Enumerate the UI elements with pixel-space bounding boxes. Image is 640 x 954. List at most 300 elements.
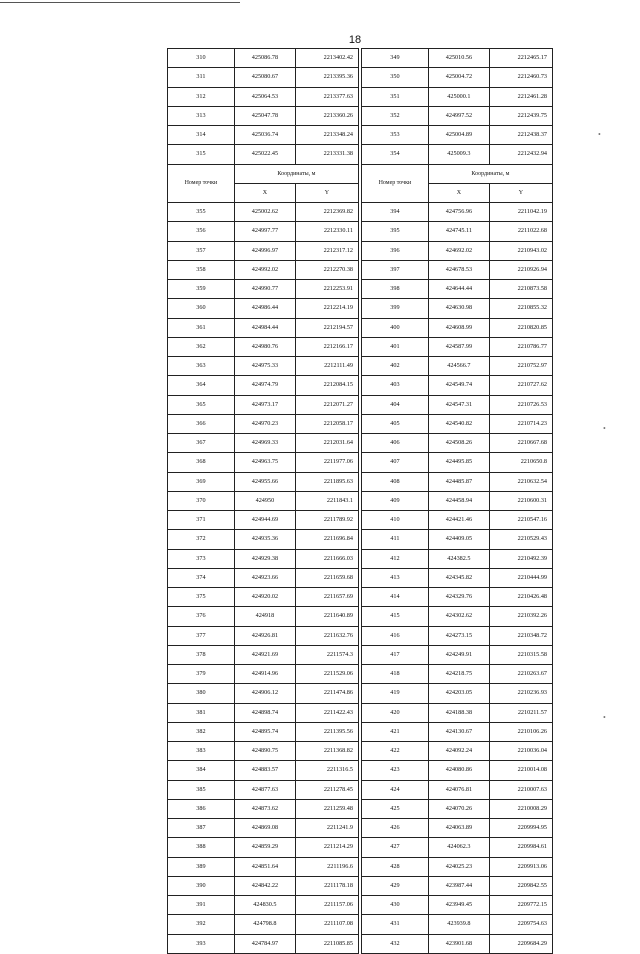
point-number-cell: 379 xyxy=(168,665,235,684)
table-row xyxy=(168,761,359,780)
point-number-cell: 369 xyxy=(168,472,235,491)
y-coordinate-cell: 2212438.37 xyxy=(489,126,552,145)
table-row xyxy=(168,241,359,260)
y-coordinate-cell: 2210426.48 xyxy=(489,588,552,607)
table-row xyxy=(168,280,359,299)
point-number-cell: 371 xyxy=(168,511,235,530)
y-coordinate-cell: 2211085.85 xyxy=(295,934,358,953)
x-coordinate-cell: 424092.24 xyxy=(428,742,489,761)
y-coordinate-cell: 2210492.39 xyxy=(489,549,552,568)
x-coordinate-cell: 425022.45 xyxy=(234,145,295,164)
point-number-cell: 375 xyxy=(168,588,235,607)
x-coordinate-cell: 424540.82 xyxy=(428,414,489,433)
x-coordinate-cell: 424409.05 xyxy=(428,530,489,549)
table-row xyxy=(168,607,359,626)
coordinates-table-right-body xyxy=(362,49,553,954)
table-row xyxy=(168,299,359,318)
point-number-cell: 401 xyxy=(362,337,429,356)
point-number-cell: 353 xyxy=(362,126,429,145)
point-number-cell: 351 xyxy=(362,87,429,106)
y-coordinate-cell: 2212071.27 xyxy=(295,395,358,414)
table-row xyxy=(362,434,553,453)
x-coordinate-cell: 424025.23 xyxy=(428,857,489,876)
point-number-cell: 382 xyxy=(168,722,235,741)
point-number-cell: 311 xyxy=(168,68,235,87)
x-header: X xyxy=(428,183,489,202)
y-coordinate-cell: 2212214.19 xyxy=(295,299,358,318)
table-row xyxy=(362,684,553,703)
table-row xyxy=(168,414,359,433)
point-number-cell: 432 xyxy=(362,934,429,953)
x-coordinate-cell: 424883.57 xyxy=(234,761,295,780)
y-coordinate-cell: 2211395.56 xyxy=(295,722,358,741)
y-coordinate-cell: 2211632.76 xyxy=(295,626,358,645)
x-coordinate-cell: 424974.79 xyxy=(234,376,295,395)
y-coordinate-cell: 2211474.86 xyxy=(295,684,358,703)
point-number-cell: 417 xyxy=(362,645,429,664)
x-coordinate-cell: 424692.02 xyxy=(428,241,489,260)
x-coordinate-cell: 424963.75 xyxy=(234,453,295,472)
point-number-cell: 388 xyxy=(168,838,235,857)
x-coordinate-cell: 424830.5 xyxy=(234,896,295,915)
coordinates-header: Координаты, м xyxy=(428,164,552,183)
scan-mark: • xyxy=(598,130,601,139)
x-coordinate-cell: 424890.75 xyxy=(234,742,295,761)
table-row xyxy=(168,799,359,818)
y-coordinate-cell: 2209842.55 xyxy=(489,876,552,895)
x-coordinate-cell: 424630.98 xyxy=(428,299,489,318)
table-row xyxy=(168,703,359,722)
y-coordinate-cell: 2212194.57 xyxy=(295,318,358,337)
y-header: Y xyxy=(295,183,358,202)
y-coordinate-cell: 2210529.43 xyxy=(489,530,552,549)
y-coordinate-cell: 2212330.11 xyxy=(295,222,358,241)
table-row xyxy=(168,530,359,549)
table-row xyxy=(362,896,553,915)
table-row xyxy=(168,318,359,337)
y-coordinate-cell: 2211278.45 xyxy=(295,780,358,799)
x-coordinate-cell: 424851.64 xyxy=(234,857,295,876)
point-number-cell: 416 xyxy=(362,626,429,645)
table-row xyxy=(362,799,553,818)
table-row xyxy=(168,106,359,125)
y-coordinate-cell: 2209994.95 xyxy=(489,819,552,838)
point-number-cell: 386 xyxy=(168,799,235,818)
x-coordinate-cell: 424188.38 xyxy=(428,703,489,722)
y-coordinate-cell: 2210667.68 xyxy=(489,434,552,453)
x-coordinate-cell: 424980.76 xyxy=(234,337,295,356)
y-coordinate-cell: 2211843.1 xyxy=(295,491,358,510)
y-coordinate-cell: 2212031.64 xyxy=(295,434,358,453)
point-number-cell: 383 xyxy=(168,742,235,761)
table-row xyxy=(168,87,359,106)
y-coordinate-cell: 2211241.9 xyxy=(295,819,358,838)
y-coordinate-cell: 2211659.68 xyxy=(295,568,358,587)
point-number-header: Номер точки xyxy=(168,164,235,203)
x-coordinate-cell: 424421.46 xyxy=(428,511,489,530)
table-row xyxy=(362,819,553,838)
point-number-cell: 422 xyxy=(362,742,429,761)
point-number-cell: 312 xyxy=(168,87,235,106)
point-number-cell: 390 xyxy=(168,876,235,895)
table-row xyxy=(362,203,553,222)
point-number-cell: 368 xyxy=(168,453,235,472)
table-row xyxy=(362,568,553,587)
x-coordinate-cell: 424969.33 xyxy=(234,434,295,453)
point-number-cell: 419 xyxy=(362,684,429,703)
table-row xyxy=(168,876,359,895)
table-row xyxy=(362,145,553,164)
point-number-cell: 366 xyxy=(168,414,235,433)
x-coordinate-cell: 424566.7 xyxy=(428,357,489,376)
table-row xyxy=(362,472,553,491)
x-header: X xyxy=(234,183,295,202)
x-coordinate-cell: 424076.81 xyxy=(428,780,489,799)
point-number-cell: 413 xyxy=(362,568,429,587)
x-coordinate-cell: 424996.97 xyxy=(234,241,295,260)
x-coordinate-cell: 424935.36 xyxy=(234,530,295,549)
point-number-cell: 397 xyxy=(362,260,429,279)
point-number-cell: 427 xyxy=(362,838,429,857)
coordinates-table-right xyxy=(361,48,553,954)
y-coordinate-cell: 2211259.48 xyxy=(295,799,358,818)
point-number-cell: 429 xyxy=(362,876,429,895)
table-row xyxy=(168,780,359,799)
point-number-cell: 373 xyxy=(168,549,235,568)
x-coordinate-cell: 424062.3 xyxy=(428,838,489,857)
point-number-cell: 408 xyxy=(362,472,429,491)
y-coordinate-cell: 2210263.67 xyxy=(489,665,552,684)
y-coordinate-cell: 2210106.26 xyxy=(489,722,552,741)
y-coordinate-cell: 2210007.63 xyxy=(489,780,552,799)
y-coordinate-cell: 2210444.99 xyxy=(489,568,552,587)
x-coordinate-cell: 424218.75 xyxy=(428,665,489,684)
point-number-cell: 399 xyxy=(362,299,429,318)
point-number-cell: 398 xyxy=(362,280,429,299)
y-coordinate-cell: 2212461.28 xyxy=(489,87,552,106)
table-row xyxy=(362,645,553,664)
table-row xyxy=(362,453,553,472)
y-coordinate-cell: 2212058.17 xyxy=(295,414,358,433)
table-row xyxy=(168,472,359,491)
point-number-cell: 421 xyxy=(362,722,429,741)
y-coordinate-cell: 2210943.02 xyxy=(489,241,552,260)
point-number-cell: 365 xyxy=(168,395,235,414)
table-row xyxy=(362,665,553,684)
table-row xyxy=(168,203,359,222)
x-coordinate-cell: 424273.15 xyxy=(428,626,489,645)
x-coordinate-cell: 424923.66 xyxy=(234,568,295,587)
table-row xyxy=(362,395,553,414)
x-coordinate-cell: 424944.69 xyxy=(234,511,295,530)
y-coordinate-cell: 2211666.03 xyxy=(295,549,358,568)
point-number-cell: 315 xyxy=(168,145,235,164)
table-row xyxy=(168,357,359,376)
y-coordinate-cell: 2210855.32 xyxy=(489,299,552,318)
x-coordinate-cell: 424508.26 xyxy=(428,434,489,453)
table-row xyxy=(168,722,359,741)
table-row xyxy=(168,68,359,87)
table-row xyxy=(362,241,553,260)
coordinates-table-left-body xyxy=(168,49,359,954)
x-coordinate-cell: 424898.74 xyxy=(234,703,295,722)
y-coordinate-cell: 2212369.82 xyxy=(295,203,358,222)
table-row xyxy=(362,742,553,761)
y-coordinate-cell: 2211022.68 xyxy=(489,222,552,241)
point-number-cell: 404 xyxy=(362,395,429,414)
y-coordinate-cell: 2210752.97 xyxy=(489,357,552,376)
x-coordinate-cell: 425000.1 xyxy=(428,87,489,106)
y-header: Y xyxy=(489,183,552,202)
point-number-cell: 393 xyxy=(168,934,235,953)
y-coordinate-cell: 2209913.06 xyxy=(489,857,552,876)
x-coordinate-cell: 424970.23 xyxy=(234,414,295,433)
y-coordinate-cell: 2210786.77 xyxy=(489,337,552,356)
point-number-cell: 364 xyxy=(168,376,235,395)
x-coordinate-cell: 424984.44 xyxy=(234,318,295,337)
x-coordinate-cell: 424678.53 xyxy=(428,260,489,279)
table-row xyxy=(362,376,553,395)
y-coordinate-cell: 2211178.18 xyxy=(295,876,358,895)
x-coordinate-cell: 424587.99 xyxy=(428,337,489,356)
point-number-cell: 310 xyxy=(168,49,235,68)
y-coordinate-cell: 2210727.62 xyxy=(489,376,552,395)
x-coordinate-cell: 424997.52 xyxy=(428,106,489,125)
point-number-cell: 414 xyxy=(362,588,429,607)
table-row xyxy=(168,588,359,607)
table-row xyxy=(362,780,553,799)
point-number-cell: 354 xyxy=(362,145,429,164)
x-coordinate-cell: 424756.96 xyxy=(428,203,489,222)
y-coordinate-cell: 2209754.63 xyxy=(489,915,552,934)
y-coordinate-cell: 2210726.53 xyxy=(489,395,552,414)
point-number-cell: 420 xyxy=(362,703,429,722)
point-number-cell: 313 xyxy=(168,106,235,125)
x-coordinate-cell: 424329.76 xyxy=(428,588,489,607)
x-coordinate-cell: 424784.97 xyxy=(234,934,295,953)
point-number-cell: 409 xyxy=(362,491,429,510)
point-number-cell: 430 xyxy=(362,896,429,915)
table-row xyxy=(168,915,359,934)
table-row xyxy=(168,549,359,568)
point-number-cell: 395 xyxy=(362,222,429,241)
y-coordinate-cell: 2213331.38 xyxy=(295,145,358,164)
x-coordinate-cell: 424926.81 xyxy=(234,626,295,645)
y-coordinate-cell: 2210348.72 xyxy=(489,626,552,645)
x-coordinate-cell: 424203.05 xyxy=(428,684,489,703)
point-number-cell: 362 xyxy=(168,337,235,356)
y-coordinate-cell: 2211316.5 xyxy=(295,761,358,780)
page-number: 18 xyxy=(348,34,362,46)
y-coordinate-cell: 2210392.26 xyxy=(489,607,552,626)
x-coordinate-cell: 424302.62 xyxy=(428,607,489,626)
table-row xyxy=(362,761,553,780)
x-coordinate-cell: 424842.22 xyxy=(234,876,295,895)
x-coordinate-cell: 424859.29 xyxy=(234,838,295,857)
y-coordinate-cell: 2213360.26 xyxy=(295,106,358,125)
table-row xyxy=(362,87,553,106)
y-coordinate-cell: 2211696.84 xyxy=(295,530,358,549)
table-row xyxy=(168,626,359,645)
point-number-cell: 370 xyxy=(168,491,235,510)
x-coordinate-cell: 425080.67 xyxy=(234,68,295,87)
table-row xyxy=(362,280,553,299)
x-coordinate-cell: 425004.72 xyxy=(428,68,489,87)
x-coordinate-cell: 424495.85 xyxy=(428,453,489,472)
table-row xyxy=(168,665,359,684)
table-row xyxy=(362,337,553,356)
table-row xyxy=(168,838,359,857)
point-number-cell: 426 xyxy=(362,819,429,838)
table-row xyxy=(362,414,553,433)
y-coordinate-cell: 2213395.36 xyxy=(295,68,358,87)
table-row xyxy=(168,434,359,453)
table-row xyxy=(362,126,553,145)
y-coordinate-cell: 2210211.57 xyxy=(489,703,552,722)
table-row xyxy=(362,857,553,876)
y-coordinate-cell: 2212166.17 xyxy=(295,337,358,356)
point-number-cell: 367 xyxy=(168,434,235,453)
point-number-cell: 372 xyxy=(168,530,235,549)
table-row xyxy=(362,68,553,87)
x-coordinate-cell: 425047.78 xyxy=(234,106,295,125)
point-number-cell: 389 xyxy=(168,857,235,876)
x-coordinate-cell: 424950 xyxy=(234,491,295,510)
x-coordinate-cell: 424918 xyxy=(234,607,295,626)
table-row xyxy=(362,915,553,934)
x-coordinate-cell: 425064.53 xyxy=(234,87,295,106)
table-row xyxy=(168,684,359,703)
x-coordinate-cell: 425010.56 xyxy=(428,49,489,68)
y-coordinate-cell: 2211657.69 xyxy=(295,588,358,607)
header-row xyxy=(362,164,553,183)
y-coordinate-cell: 2212460.73 xyxy=(489,68,552,87)
table-row xyxy=(168,376,359,395)
point-number-cell: 410 xyxy=(362,511,429,530)
x-coordinate-cell: 424345.82 xyxy=(428,568,489,587)
table-row xyxy=(168,453,359,472)
table-row xyxy=(362,876,553,895)
y-coordinate-cell: 2211042.19 xyxy=(489,203,552,222)
y-coordinate-cell: 2210036.04 xyxy=(489,742,552,761)
x-coordinate-cell: 424063.89 xyxy=(428,819,489,838)
point-number-cell: 381 xyxy=(168,703,235,722)
table-row xyxy=(362,511,553,530)
y-coordinate-cell: 2210926.94 xyxy=(489,260,552,279)
point-number-cell: 405 xyxy=(362,414,429,433)
y-coordinate-cell: 2211368.82 xyxy=(295,742,358,761)
table-row xyxy=(168,126,359,145)
x-coordinate-cell: 424382.5 xyxy=(428,549,489,568)
table-row xyxy=(362,357,553,376)
y-coordinate-cell: 2211107.08 xyxy=(295,915,358,934)
point-number-cell: 391 xyxy=(168,896,235,915)
y-coordinate-cell: 2212317.12 xyxy=(295,241,358,260)
x-coordinate-cell: 423949.45 xyxy=(428,896,489,915)
x-coordinate-cell: 424986.44 xyxy=(234,299,295,318)
table-row xyxy=(362,703,553,722)
coordinates-header: Координаты, м xyxy=(234,164,358,183)
y-coordinate-cell: 2210315.58 xyxy=(489,645,552,664)
table-row xyxy=(362,260,553,279)
table-row xyxy=(168,49,359,68)
x-coordinate-cell: 424990.77 xyxy=(234,280,295,299)
x-coordinate-cell: 424869.08 xyxy=(234,819,295,838)
point-number-cell: 363 xyxy=(168,357,235,376)
table-row xyxy=(168,568,359,587)
table-row xyxy=(168,395,359,414)
y-coordinate-cell: 2211529.06 xyxy=(295,665,358,684)
table-row xyxy=(362,49,553,68)
x-coordinate-cell: 424070.26 xyxy=(428,799,489,818)
y-coordinate-cell: 2212432.94 xyxy=(489,145,552,164)
y-coordinate-cell: 2212111.49 xyxy=(295,357,358,376)
point-number-cell: 358 xyxy=(168,260,235,279)
x-coordinate-cell: 424895.74 xyxy=(234,722,295,741)
x-coordinate-cell: 424877.63 xyxy=(234,780,295,799)
y-coordinate-cell: 2210650.8 xyxy=(489,453,552,472)
point-number-cell: 356 xyxy=(168,222,235,241)
table-row xyxy=(362,722,553,741)
x-coordinate-cell: 424973.17 xyxy=(234,395,295,414)
point-number-cell: 392 xyxy=(168,915,235,934)
table-row xyxy=(168,742,359,761)
point-number-cell: 428 xyxy=(362,857,429,876)
point-number-cell: 418 xyxy=(362,665,429,684)
y-coordinate-cell: 2213348.24 xyxy=(295,126,358,145)
y-coordinate-cell: 2209772.15 xyxy=(489,896,552,915)
point-number-cell: 355 xyxy=(168,203,235,222)
point-number-cell: 424 xyxy=(362,780,429,799)
x-coordinate-cell: 423987.44 xyxy=(428,876,489,895)
point-number-cell: 314 xyxy=(168,126,235,145)
table-row xyxy=(168,934,359,953)
x-coordinate-cell: 424130.67 xyxy=(428,722,489,741)
point-number-cell: 374 xyxy=(168,568,235,587)
table-row xyxy=(168,222,359,241)
y-coordinate-cell: 2213377.63 xyxy=(295,87,358,106)
table-row xyxy=(362,299,553,318)
y-coordinate-cell: 2210714.23 xyxy=(489,414,552,433)
point-number-cell: 403 xyxy=(362,376,429,395)
point-number-cell: 378 xyxy=(168,645,235,664)
x-coordinate-cell: 424992.02 xyxy=(234,260,295,279)
point-number-cell: 406 xyxy=(362,434,429,453)
y-coordinate-cell: 2210820.85 xyxy=(489,318,552,337)
y-coordinate-cell: 2210632.54 xyxy=(489,472,552,491)
y-coordinate-cell: 2211214.29 xyxy=(295,838,358,857)
x-coordinate-cell: 424608.99 xyxy=(428,318,489,337)
y-coordinate-cell: 2211196.6 xyxy=(295,857,358,876)
point-number-cell: 394 xyxy=(362,203,429,222)
x-coordinate-cell: 424920.02 xyxy=(234,588,295,607)
point-number-cell: 361 xyxy=(168,318,235,337)
point-number-cell: 352 xyxy=(362,106,429,125)
point-number-cell: 384 xyxy=(168,761,235,780)
table-row xyxy=(362,626,553,645)
y-coordinate-cell: 2210008.29 xyxy=(489,799,552,818)
point-number-cell: 396 xyxy=(362,241,429,260)
point-number-cell: 412 xyxy=(362,549,429,568)
x-coordinate-cell: 424798.8 xyxy=(234,915,295,934)
coordinates-table-left xyxy=(167,48,359,954)
table-row xyxy=(168,145,359,164)
table-row xyxy=(362,549,553,568)
table-row xyxy=(168,857,359,876)
x-coordinate-cell: 424955.66 xyxy=(234,472,295,491)
y-coordinate-cell: 2209684.29 xyxy=(489,934,552,953)
y-coordinate-cell: 2211157.06 xyxy=(295,896,358,915)
